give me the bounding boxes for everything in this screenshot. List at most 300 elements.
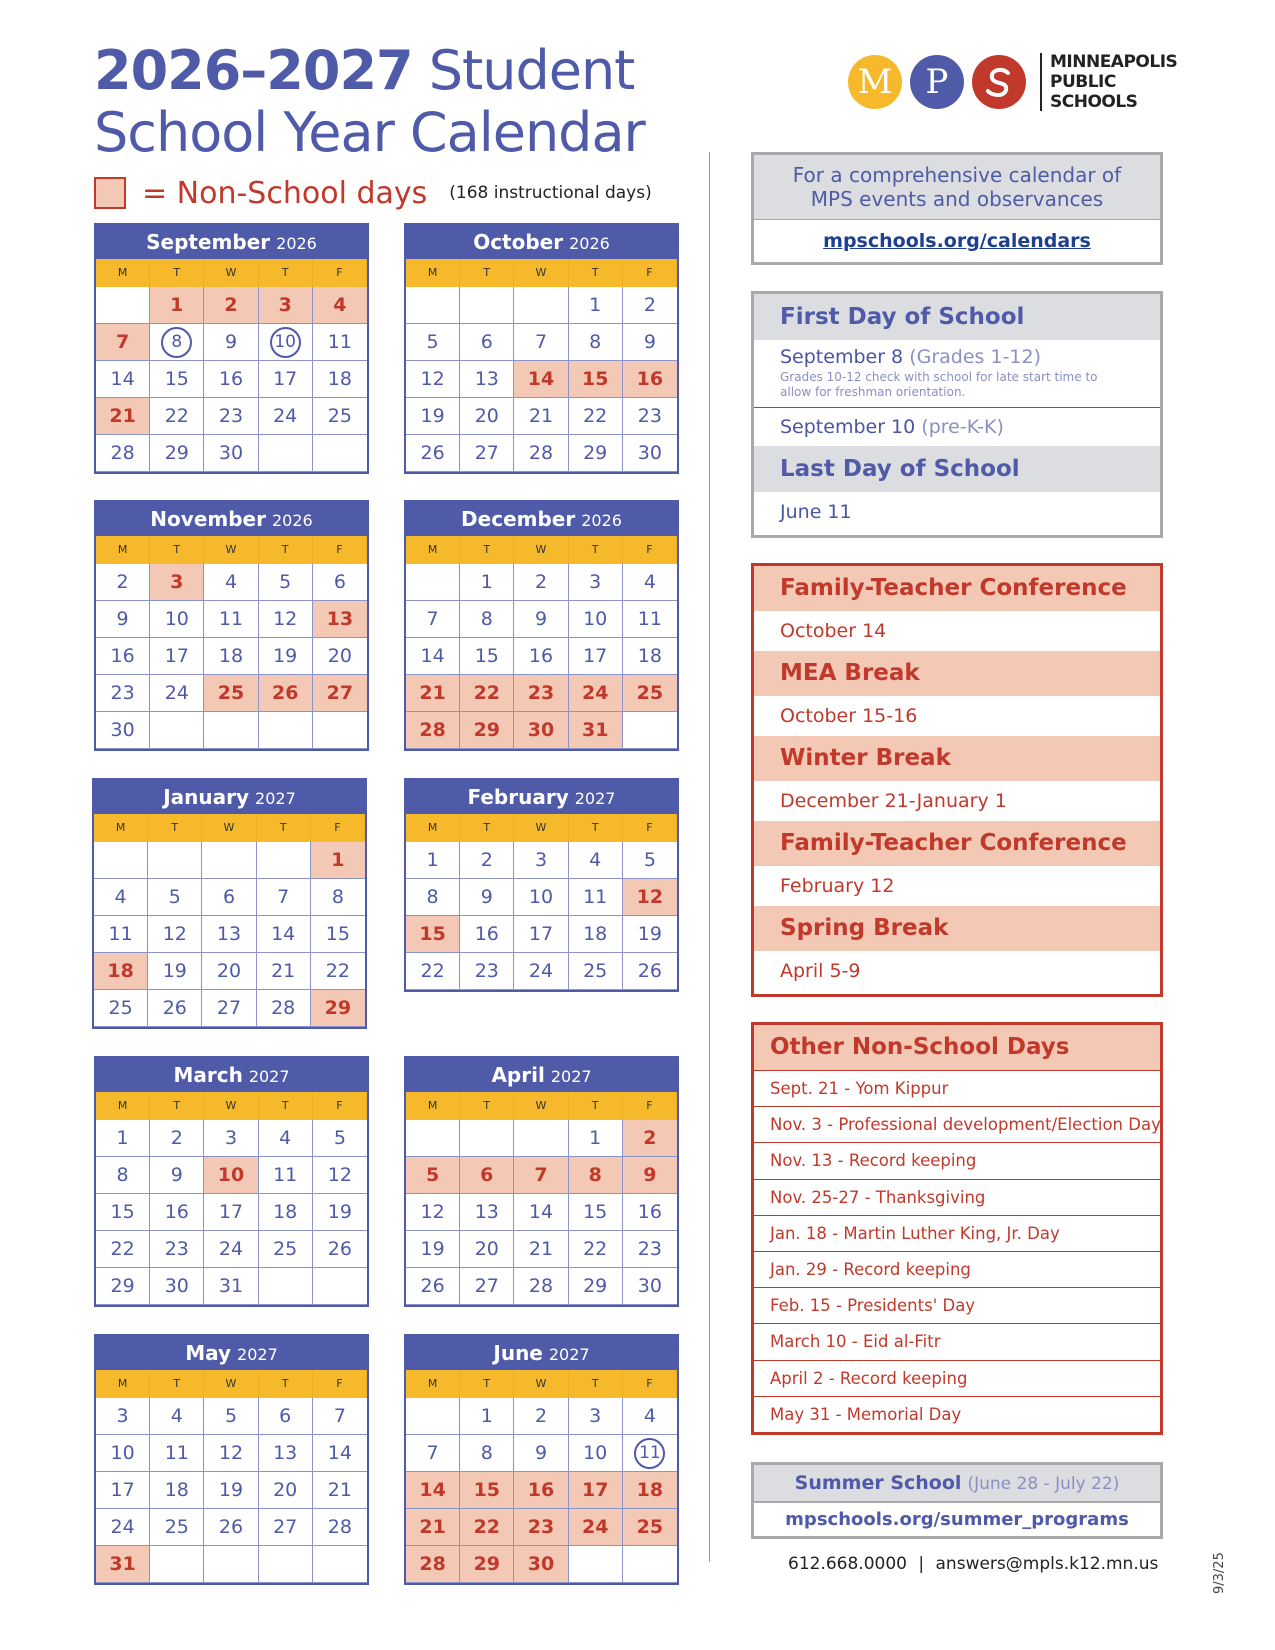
weekday-label: F: [313, 259, 367, 287]
month-year: 2027: [255, 789, 296, 808]
break-heading: Family-Teacher Conference: [754, 566, 1160, 611]
day-cell: [259, 324, 313, 361]
month-header: [96, 1058, 367, 1092]
weekday-label: F: [623, 1370, 677, 1398]
day-cell: 24: [259, 398, 313, 435]
day-cell: 9: [204, 324, 258, 361]
day-cell: 4: [569, 842, 623, 879]
day-cell: 30: [514, 1546, 568, 1583]
day-cell: 28: [514, 435, 568, 472]
non-school-day-item: March 10 - Eid al-Fitr: [754, 1323, 1160, 1359]
weekday-label: W: [204, 536, 258, 564]
day-cell: 22: [569, 1231, 623, 1268]
day-cell: 29: [460, 1546, 514, 1583]
weekday-header: [96, 536, 367, 564]
day-cell: 8: [96, 1157, 150, 1194]
day-cell: 15: [569, 361, 623, 398]
weekday-label: W: [514, 259, 568, 287]
weekday-label: T: [150, 1370, 204, 1398]
day-cell: 2: [623, 287, 677, 324]
day-cell: 24: [569, 675, 623, 712]
day-cell: 25: [623, 1509, 677, 1546]
weekday-label: W: [514, 536, 568, 564]
day-cell: [569, 1546, 623, 1583]
day-cell: 11: [150, 1435, 204, 1472]
instructional-days-count: (168 instructional days): [449, 183, 652, 203]
calendar-september: [94, 223, 369, 474]
day-cell: [313, 1268, 367, 1305]
day-cell: 1: [406, 842, 460, 879]
day-cell: 8: [406, 879, 460, 916]
comprehensive-line2: MPS events and observances: [810, 187, 1104, 211]
day-cell: 2: [514, 564, 568, 601]
day-cell: 21: [514, 1231, 568, 1268]
day-cell: 14: [257, 916, 311, 953]
day-cell: 3: [259, 287, 313, 324]
day-cell: 8: [569, 1157, 623, 1194]
day-cell: 3: [204, 1120, 258, 1157]
day-cell: 17: [96, 1472, 150, 1509]
day-cell: 5: [148, 879, 202, 916]
day-cell: 30: [96, 712, 150, 749]
weekday-label: F: [623, 259, 677, 287]
day-cell: 29: [96, 1268, 150, 1305]
day-cell: 25: [150, 1509, 204, 1546]
weekday-label: T: [569, 536, 623, 564]
month-header: [96, 225, 367, 259]
day-cell: 18: [623, 1472, 677, 1509]
day-cell: 1: [150, 287, 204, 324]
day-cell: 27: [202, 990, 256, 1027]
day-cell: 1: [311, 842, 365, 879]
weekday-header: [94, 814, 365, 842]
calendar-january: [92, 778, 367, 1029]
day-cell: 5: [204, 1398, 258, 1435]
page-title: [94, 40, 645, 164]
day-cell: 12: [148, 916, 202, 953]
weekday-label: W: [204, 259, 258, 287]
month-header: [406, 780, 677, 814]
day-cell: 13: [259, 1435, 313, 1472]
day-cell: 22: [311, 953, 365, 990]
month-name: November: [150, 507, 266, 531]
m-logo-icon: M: [848, 55, 902, 109]
comprehensive-text: [754, 155, 1160, 219]
day-cell: 26: [259, 675, 313, 712]
phone-number[interactable]: 612.668.0000: [788, 1554, 907, 1574]
month-header: [406, 502, 677, 536]
month-name: September: [146, 230, 271, 254]
month-year: 2027: [550, 1067, 592, 1086]
day-cell: 12: [406, 361, 460, 398]
day-cell: 19: [313, 1194, 367, 1231]
day-cell: 10: [150, 601, 204, 638]
first-last-day-circle: 11: [634, 1438, 665, 1469]
day-cell: 29: [311, 990, 365, 1027]
weekday-header: [96, 1092, 367, 1120]
day-cell: 6: [460, 324, 514, 361]
break-heading: MEA Break: [754, 651, 1160, 696]
first-last-day-circle: 10: [270, 327, 301, 358]
day-cell: 2: [460, 842, 514, 879]
day-cell: 24: [514, 953, 568, 990]
day-cell: 16: [623, 361, 677, 398]
day-cell: 12: [259, 601, 313, 638]
day-cell: 27: [313, 675, 367, 712]
day-cell: 12: [623, 879, 677, 916]
non-school-day-item: Nov. 3 - Professional development/Election Day: [754, 1106, 1160, 1142]
day-cell: 7: [514, 1157, 568, 1194]
month-year: 2027: [237, 1345, 278, 1364]
weekday-label: W: [202, 814, 256, 842]
weekday-label: M: [406, 536, 460, 564]
weekday-label: T: [460, 536, 514, 564]
day-cell: 21: [406, 1509, 460, 1546]
weekday-label: T: [257, 814, 311, 842]
day-cell: 9: [514, 601, 568, 638]
weekday-label: M: [96, 1370, 150, 1398]
day-cell: 6: [202, 879, 256, 916]
day-cell: [623, 1435, 677, 1472]
day-cell: 28: [406, 1546, 460, 1583]
weekday-label: T: [569, 1092, 623, 1120]
day-cell: 11: [313, 324, 367, 361]
day-cell: 23: [96, 675, 150, 712]
day-cell: 17: [259, 361, 313, 398]
day-cell: 28: [406, 712, 460, 749]
day-cell: 17: [204, 1194, 258, 1231]
weekday-label: W: [514, 814, 568, 842]
revision-date: 9/3/25: [1212, 1552, 1227, 1594]
day-cell: [259, 1546, 313, 1583]
break-date: October 14: [780, 620, 887, 642]
day-cell: 25: [204, 675, 258, 712]
month-year: 2026: [276, 234, 317, 253]
weekday-label: M: [406, 814, 460, 842]
title-line2: School Year Calendar: [94, 101, 645, 164]
day-cell: 30: [514, 712, 568, 749]
first-day-note-line2: allow for freshman orientation.: [780, 385, 966, 399]
comprehensive-calendar-box: [751, 152, 1163, 265]
day-cell: 29: [569, 1268, 623, 1305]
calendar-june: [404, 1334, 679, 1585]
day-cell: 3: [150, 564, 204, 601]
day-cell: 28: [313, 1509, 367, 1546]
month-name: February: [467, 785, 569, 809]
day-cell: 18: [623, 638, 677, 675]
day-cell: 14: [514, 1194, 568, 1231]
day-cell: 19: [259, 638, 313, 675]
day-cell: 19: [406, 1231, 460, 1268]
weekday-label: M: [406, 1092, 460, 1120]
day-cell: 8: [569, 324, 623, 361]
calendars-link[interactable]: mpschools.org/calendars: [823, 230, 1091, 252]
day-cell: 25: [569, 953, 623, 990]
day-cell: 14: [406, 638, 460, 675]
day-grid: [406, 1120, 677, 1305]
weekday-label: W: [514, 1370, 568, 1398]
day-cell: 25: [94, 990, 148, 1027]
weekday-label: M: [96, 1092, 150, 1120]
day-cell: 1: [460, 1398, 514, 1435]
day-cell: 11: [204, 601, 258, 638]
day-cell: 30: [150, 1268, 204, 1305]
mps-logo: [848, 52, 1177, 112]
weekday-label: T: [569, 814, 623, 842]
month-header: [406, 1336, 677, 1370]
month-year: 2027: [548, 1345, 590, 1364]
column-divider: [709, 152, 710, 1562]
day-cell: 11: [94, 916, 148, 953]
day-cell: 17: [514, 916, 568, 953]
day-cell: 16: [623, 1194, 677, 1231]
day-cell: 6: [313, 564, 367, 601]
day-cell: [204, 712, 258, 749]
day-cell: 4: [259, 1120, 313, 1157]
day-grid: [96, 1120, 367, 1305]
day-cell: 13: [460, 361, 514, 398]
month-name: March: [173, 1063, 243, 1087]
day-cell: 23: [623, 398, 677, 435]
day-cell: 4: [623, 564, 677, 601]
month-year: 2026: [271, 511, 313, 530]
weekday-label: T: [259, 259, 313, 287]
day-cell: [406, 1120, 460, 1157]
weekday-label: T: [569, 259, 623, 287]
month-name: April: [491, 1063, 545, 1087]
day-cell: 23: [460, 953, 514, 990]
day-cell: [406, 1398, 460, 1435]
month-name: December: [461, 507, 576, 531]
weekday-label: F: [313, 1370, 367, 1398]
day-cell: 23: [150, 1231, 204, 1268]
day-cell: 16: [204, 361, 258, 398]
day-cell: [313, 435, 367, 472]
day-cell: 18: [94, 953, 148, 990]
summer-programs-link[interactable]: mpschools.org/summer_programs: [785, 1509, 1129, 1530]
day-cell: 15: [460, 1472, 514, 1509]
day-cell: [202, 842, 256, 879]
day-cell: 5: [623, 842, 677, 879]
day-cell: 10: [204, 1157, 258, 1194]
day-cell: 13: [460, 1194, 514, 1231]
day-cell: 21: [406, 675, 460, 712]
day-cell: 5: [259, 564, 313, 601]
non-school-day-item: Nov. 13 - Record keeping: [754, 1142, 1160, 1178]
day-grid: [406, 287, 677, 472]
logo-line2: PUBLIC: [1050, 72, 1116, 92]
day-cell: 23: [204, 398, 258, 435]
day-cell: 11: [259, 1157, 313, 1194]
day-cell: 12: [313, 1157, 367, 1194]
month-year: 2027: [248, 1067, 290, 1086]
day-cell: 7: [406, 601, 460, 638]
day-cell: 5: [406, 1157, 460, 1194]
title-student: Student: [428, 39, 635, 102]
first-day-note-line1: Grades 10-12 check with school for late start time to: [780, 370, 1098, 384]
day-cell: 18: [313, 361, 367, 398]
day-cell: 5: [406, 324, 460, 361]
first-day-date2: September 10: [780, 416, 916, 438]
day-cell: 27: [259, 1509, 313, 1546]
day-cell: 23: [514, 675, 568, 712]
calendar-october: [404, 223, 679, 474]
day-cell: 16: [514, 638, 568, 675]
day-cell: 11: [623, 601, 677, 638]
day-cell: 21: [96, 398, 150, 435]
weekday-label: T: [148, 814, 202, 842]
day-cell: 25: [313, 398, 367, 435]
non-school-day-item: April 2 - Record keeping: [754, 1360, 1160, 1396]
day-cell: 3: [569, 1398, 623, 1435]
day-cell: [150, 324, 204, 361]
day-cell: 1: [460, 564, 514, 601]
day-cell: 19: [406, 398, 460, 435]
weekday-label: F: [311, 814, 365, 842]
day-cell: 16: [96, 638, 150, 675]
day-cell: 21: [313, 1472, 367, 1509]
first-last-day-box: [751, 291, 1163, 538]
break-date: December 21-January 1: [780, 790, 1007, 812]
weekday-label: T: [150, 536, 204, 564]
day-cell: 15: [96, 1194, 150, 1231]
weekday-label: M: [96, 259, 150, 287]
day-cell: 4: [94, 879, 148, 916]
month-header: [406, 1058, 677, 1092]
weekday-header: [96, 1370, 367, 1398]
day-cell: 20: [313, 638, 367, 675]
email-address[interactable]: answers@mpls.k12.mn.us: [935, 1554, 1159, 1574]
other-days-heading: Other Non-School Days: [754, 1025, 1160, 1070]
day-cell: [150, 1546, 204, 1583]
day-cell: 4: [313, 287, 367, 324]
weekday-label: W: [204, 1092, 258, 1120]
day-cell: 21: [514, 398, 568, 435]
non-school-day-item: Feb. 15 - Presidents' Day: [754, 1287, 1160, 1323]
day-cell: 19: [623, 916, 677, 953]
month-header: [96, 502, 367, 536]
day-cell: [460, 287, 514, 324]
comprehensive-line1: For a comprehensive calendar of: [792, 163, 1122, 187]
day-grid: [94, 842, 365, 1027]
weekday-label: M: [94, 814, 148, 842]
non-school-day-item: Sept. 21 - Yom Kippur: [754, 1070, 1160, 1106]
first-last-day-circle: 8: [161, 327, 192, 358]
day-cell: [623, 1546, 677, 1583]
day-cell: 14: [514, 361, 568, 398]
legend: [94, 173, 652, 213]
day-cell: 27: [460, 1268, 514, 1305]
non-school-day-item: Jan. 29 - Record keeping: [754, 1251, 1160, 1287]
weekday-label: T: [150, 259, 204, 287]
day-cell: 8: [311, 879, 365, 916]
weekday-label: F: [313, 536, 367, 564]
weekday-label: F: [623, 814, 677, 842]
day-cell: 2: [204, 287, 258, 324]
day-cell: 29: [569, 435, 623, 472]
day-cell: 4: [150, 1398, 204, 1435]
day-grid: [406, 564, 677, 749]
day-grid: [96, 564, 367, 749]
weekday-header: [406, 1092, 677, 1120]
day-cell: 31: [96, 1546, 150, 1583]
day-cell: 25: [623, 675, 677, 712]
day-cell: 30: [204, 435, 258, 472]
day-cell: 20: [460, 398, 514, 435]
day-cell: 15: [311, 916, 365, 953]
day-cell: 8: [460, 1435, 514, 1472]
month-header: [94, 780, 365, 814]
weekday-header: [406, 814, 677, 842]
day-cell: 7: [96, 324, 150, 361]
day-cell: 23: [623, 1231, 677, 1268]
day-cell: 7: [257, 879, 311, 916]
break-heading: Winter Break: [754, 736, 1160, 781]
last-day-heading: Last Day of School: [754, 446, 1160, 492]
day-cell: 2: [150, 1120, 204, 1157]
logo-line1: MINNEAPOLIS: [1050, 52, 1178, 72]
weekday-label: M: [406, 1370, 460, 1398]
day-grid: [96, 1398, 367, 1583]
day-cell: 1: [569, 287, 623, 324]
day-cell: 14: [313, 1435, 367, 1472]
day-cell: [150, 712, 204, 749]
month-year: 2026: [569, 234, 610, 253]
day-cell: 26: [313, 1231, 367, 1268]
month-header: [406, 225, 677, 259]
day-cell: 18: [569, 916, 623, 953]
day-cell: 12: [204, 1435, 258, 1472]
day-cell: 12: [406, 1194, 460, 1231]
break-date: October 15-16: [780, 705, 918, 727]
first-day-date1: September 8: [780, 346, 904, 368]
day-cell: 26: [148, 990, 202, 1027]
day-cell: 16: [460, 916, 514, 953]
logo-text: [1050, 52, 1177, 112]
month-name: May: [185, 1341, 232, 1365]
day-cell: [204, 1546, 258, 1583]
day-cell: 3: [96, 1398, 150, 1435]
day-cell: 22: [96, 1231, 150, 1268]
day-cell: 15: [406, 916, 460, 953]
day-grid: [96, 287, 367, 472]
month-name: October: [473, 230, 564, 254]
day-cell: 3: [514, 842, 568, 879]
day-cell: 30: [623, 435, 677, 472]
summer-dates: (June 28 - July 22): [967, 1474, 1120, 1494]
break-date: February 12: [780, 875, 895, 897]
other-non-school-days-box: [751, 1022, 1163, 1435]
day-cell: 28: [96, 435, 150, 472]
day-cell: 18: [204, 638, 258, 675]
day-cell: 26: [406, 1268, 460, 1305]
day-cell: [460, 1120, 514, 1157]
non-school-swatch: [94, 177, 126, 209]
day-cell: 19: [204, 1472, 258, 1509]
day-cell: 1: [96, 1120, 150, 1157]
weekday-label: T: [460, 1370, 514, 1398]
last-day-date: June 11: [780, 501, 852, 523]
weekday-label: M: [406, 259, 460, 287]
day-cell: 17: [150, 638, 204, 675]
weekday-header: [406, 536, 677, 564]
title-year: 2026–2027: [94, 39, 413, 102]
day-cell: 20: [202, 953, 256, 990]
day-cell: 4: [623, 1398, 677, 1435]
breaks-box: [751, 563, 1163, 997]
calendar-april: [404, 1056, 679, 1307]
day-cell: 14: [406, 1472, 460, 1509]
